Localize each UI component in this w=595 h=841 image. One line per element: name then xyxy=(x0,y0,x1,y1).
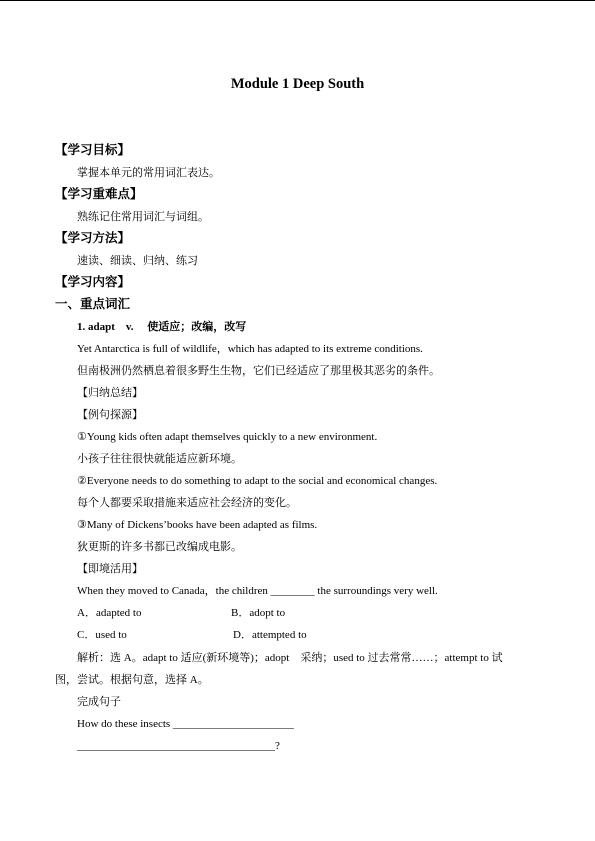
goal-heading: 【学习目标】 xyxy=(55,143,131,157)
complete-sentence-label: 完成句子 xyxy=(77,696,121,708)
headword-entry: 1. adapt v. 使适应；改编，改写 xyxy=(77,321,247,333)
sentence-3-english: ③Many of Dickens’books have been adapted as films. xyxy=(77,519,318,531)
analysis-line-2: 图，尝试。根据句意，选择 A。 xyxy=(55,674,209,686)
sentence-2-english: ②Everyone needs to do something to adapt to the social and economical changes. xyxy=(77,475,438,487)
sentence-2-chinese: 每个人都要采取措施来适应社会经济的变化。 xyxy=(77,497,297,509)
example-chinese: 但南极洲仍然栖息着很多野生生物，它们已经适应了那里极其恶劣的条件。 xyxy=(77,365,440,377)
option-b: B．adopt to xyxy=(231,607,286,619)
analysis-line-1: 解析：选 A。adapt to 适应(新环境等)；adopt 采纳；used to 过去常常……；attempt to 试 xyxy=(77,652,503,664)
method-heading: 【学习方法】 xyxy=(55,231,131,245)
example-english: Yet Antarctica is full of wildlife，which has adapted to its extreme conditions. xyxy=(77,343,423,355)
option-d: D．attempted to xyxy=(233,629,307,641)
option-c: C．used to xyxy=(77,629,127,641)
vocabulary-heading: 一、重点词汇 xyxy=(55,297,131,311)
complete-question-line-2: ____________________________________? xyxy=(77,740,280,752)
summary-label: 【归纳总结】 xyxy=(77,387,143,399)
sentence-3-chinese: 狄更斯的许多书都已改编成电影。 xyxy=(77,541,242,553)
key-points-heading: 【学习重难点】 xyxy=(55,187,143,201)
sentence-1-chinese: 小孩子往往很快就能适应新环境。 xyxy=(77,453,242,465)
explore-label: 【例句探源】 xyxy=(77,409,143,421)
practice-label: 【即境活用】 xyxy=(77,563,143,575)
practice-question: When they moved to Canada，the children ________ the surroundings very well. xyxy=(77,585,438,597)
option-a: A．adapted to xyxy=(77,607,142,619)
key-points-text: 熟练记住常用词汇与词组。 xyxy=(77,211,209,223)
goal-text: 掌握本单元的常用词汇表达。 xyxy=(77,167,220,179)
sentence-1-english: ①Young kids often adapt themselves quickly to a new environment. xyxy=(77,431,378,443)
complete-question-line-1: How do these insects ______________________ xyxy=(77,718,294,730)
method-text: 速读、细读、归纳、练习 xyxy=(77,255,198,267)
page-title: Module 1 Deep South xyxy=(230,76,365,92)
content-heading: 【学习内容】 xyxy=(55,275,131,289)
